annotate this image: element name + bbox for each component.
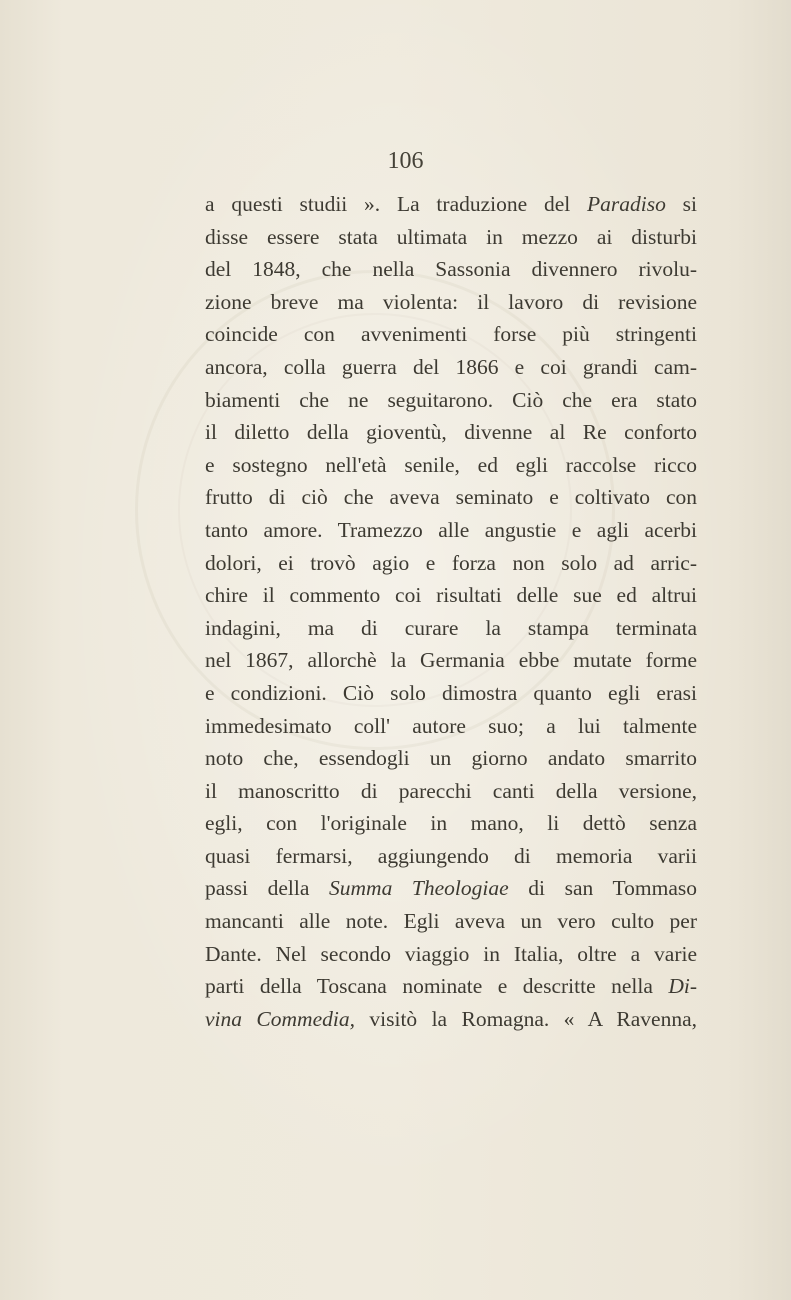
text-line: egli, con l'originale in mano, li dettò senza xyxy=(205,811,697,836)
text-line: parti della Toscana nominate e descritte nella Di- xyxy=(205,974,697,999)
text-line: coincide con avvenimenti forse più stringenti xyxy=(205,322,697,347)
text-line: chire il commento coi risultati delle sue ed altrui xyxy=(205,583,697,608)
text-line: mancanti alle note. Egli aveva un vero culto per xyxy=(205,909,697,934)
text-line: del 1848, che nella Sassonia divennero rivolu- xyxy=(205,257,697,282)
text-line: biamenti che ne seguitarono. Ciò che era stato xyxy=(205,387,697,412)
text-line: indagini, ma di curare la stampa terminata xyxy=(205,615,697,640)
text-line: il manoscritto di parecchi canti della versione, xyxy=(205,778,697,803)
text-line: nel 1867, allorchè la Germania ebbe mutate forme xyxy=(205,648,697,673)
text-line: e sostegno nell'età senile, ed egli raccolse ricco xyxy=(205,452,697,477)
text-line: a questi studii ». La traduzione del Paradiso si xyxy=(205,192,697,216)
text-line: quasi fermarsi, aggiungendo di memoria varii xyxy=(205,843,697,868)
text-line: e condizioni. Ciò solo dimostra quanto egli erasi xyxy=(205,680,697,705)
text-line: frutto di ciò che aveva seminato e coltivato con xyxy=(205,485,697,510)
text-line: tanto amore. Tramezzo alle angustie e agli acerbi xyxy=(205,517,697,542)
text-line: passi della Summa Theologiae di san Tommaso xyxy=(205,876,697,901)
page-number: 106 xyxy=(387,148,424,174)
text-line: noto che, essendogli un giorno andato smarrito xyxy=(205,746,697,771)
text-line: disse essere stata ultimata in mezzo ai disturbi xyxy=(205,224,697,249)
text-line: ancora, colla guerra del 1866 e coi grandi cam- xyxy=(205,354,697,379)
text-line: dolori, ei trovò agio e forza non solo ad arric- xyxy=(205,550,697,575)
text-line: vina Commedia, visitò la Romagna. « A Ravenna, xyxy=(205,1006,697,1031)
text-line: zione breve ma violenta: il lavoro di revisione xyxy=(205,289,697,314)
text-line: il diletto della gioventù, divenne al Re conforto xyxy=(205,420,697,445)
text-line: Dante. Nel secondo viaggio in Italia, oltre a varie xyxy=(205,941,697,966)
text-line: immedesimato coll' autore suo; a lui talmente xyxy=(205,713,697,738)
body-text xyxy=(205,188,697,1035)
